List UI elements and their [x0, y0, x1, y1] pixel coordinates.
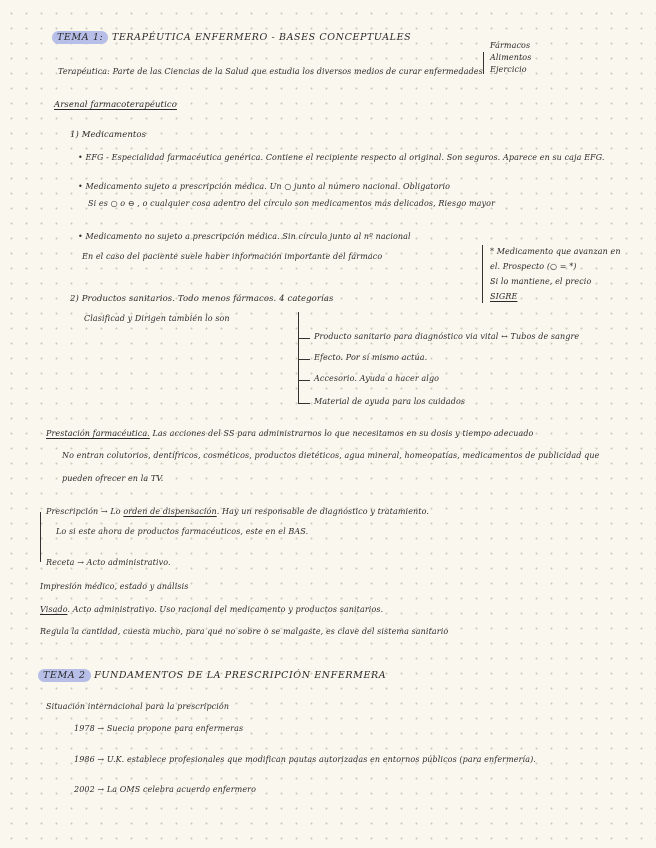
productos-title: 2) Productos sanitarios. Todo menos fármacos. 4 categorías: [70, 294, 334, 304]
prestacion-line: [46, 429, 533, 438]
med-line: • Medicamento no sujeto a prescripción médica. Sin círculo junto al nº nacional: [78, 232, 411, 241]
med-line: En el caso del paciente suele haber información importante del fármaco: [82, 252, 383, 261]
prestacion-line: No entran colutorios, dentífricos, cosméticos, productos dietéticos, agua mineral, homeopatías, medicamentos de publicidad que: [62, 451, 600, 460]
medicamentos-title: 1) Medicamentos: [70, 130, 147, 140]
branch-arrow: [298, 403, 310, 404]
med-line: • Medicamento sujeto a prescripción médica. Un ○ junto al número nacional. Obligatorio: [78, 182, 451, 191]
side-note-bracket: [483, 52, 484, 74]
tema1-tag: TEMA 1:: [52, 31, 108, 44]
tema2-tag: TEMA 2: [38, 669, 91, 682]
regula-line: Regula la cantidad, cuesta mucho, para que no sobre o se malgaste, es clave del sistema sanitario: [40, 627, 449, 636]
branch-item: Material de ayuda para los cuidados: [314, 397, 466, 406]
note-line: el. Prospecto (○ = *): [490, 262, 577, 271]
medicamento-note: [490, 244, 621, 304]
receta-bracket: [40, 512, 41, 562]
tema2-heading: [38, 670, 386, 681]
terapeutica-definition: Terapéutica: Parte de las Ciencias de la Salud que estudia los diversos medios de curar enfermedades: [58, 67, 483, 76]
branch-arrow: [298, 359, 310, 360]
prestacion-heading: Prestación farmacéutica.: [46, 429, 150, 438]
tema2-item: 1986 → U.K. establece profesionales que modifican pautas autorizadas en entornos públicos (para enfermería).: [74, 755, 536, 764]
visado-label: Visado: [40, 605, 68, 614]
branch-item: Efecto. Por sí mismo actúa.: [314, 353, 428, 362]
visado-line: [40, 605, 383, 614]
note-line: SIGRE: [490, 292, 518, 301]
prescripcion-post: . Hay un responsable de diagnóstico y tratamiento.: [216, 507, 430, 516]
visado-text: . Acto administrativo. Uso racional del medicamento y productos sanitarios.: [67, 605, 384, 614]
side-note: Ejercicio: [490, 65, 527, 74]
note-line: * Medicamento que avanzan en: [490, 247, 621, 256]
med-line: Si es ○ o ⊖ , o cualquier cosa adentro del círculo son medicamentos más delicados, Riesgo mayor: [88, 199, 495, 208]
prescripcion-line: [46, 507, 429, 516]
tema2-title: FUNDAMENTOS DE LA PRESCRIPCIÓN ENFERMERA: [94, 670, 387, 681]
tema1-heading: [52, 32, 411, 43]
tema2-item: 2002 → La OMS celebra acuerdo enfermero: [74, 785, 257, 794]
prescripcion-label: Prescripción: [46, 507, 99, 516]
orden-dispensacion: orden de dispensación: [123, 507, 217, 516]
note-line: Si lo mantiene, el precio: [490, 277, 592, 286]
tema1-title: TERAPÉUTICA ENFERMERO - BASES CONCEPTUALES: [111, 32, 412, 43]
prescripcion-sub: Lo si este ahora de productos farmacéuticos, este en el BAS.: [56, 527, 309, 536]
branch-arrow: [298, 338, 310, 339]
side-note: Fármacos: [490, 41, 531, 50]
arsenal-heading: Arsenal farmacoterapéutico: [54, 100, 177, 110]
prestacion-text: Las acciones del SS para administrarnos lo que necesitamos en su dosis y tiempo adecuado: [152, 429, 534, 438]
productos-sub: Clasificad y Dirigen también lo son: [84, 314, 230, 323]
branch-line: [298, 312, 299, 404]
branch-item: Producto sanitario para diagnóstico via vital ↔ Tubos de sangre: [314, 332, 580, 341]
med-line: • EFG - Especialidad farmacéutica genérica. Contiene el recipiente respecto al original. Son seguros. Aparece en su caja EFG.: [78, 153, 605, 162]
prestacion-line: pueden ofrecer en la TV.: [62, 474, 164, 483]
tema1-side-notes: [490, 40, 531, 76]
tema2-intro: Situación internacional para la prescripción: [46, 702, 230, 711]
impresion-line: Impresión médico, estado y análisis: [40, 582, 189, 591]
prescripcion-pre: → Lo: [100, 507, 121, 516]
branch-arrow: [298, 380, 310, 381]
side-note: Alimentos: [490, 53, 532, 62]
branch-item: Accesorio. Ayuda a hacer algo: [314, 374, 440, 383]
tema2-item: 1978 → Suecia propone para enfermeras: [74, 724, 244, 733]
note-bracket: [482, 245, 483, 303]
receta-line: Receta → Acto administrativo.: [46, 558, 171, 567]
